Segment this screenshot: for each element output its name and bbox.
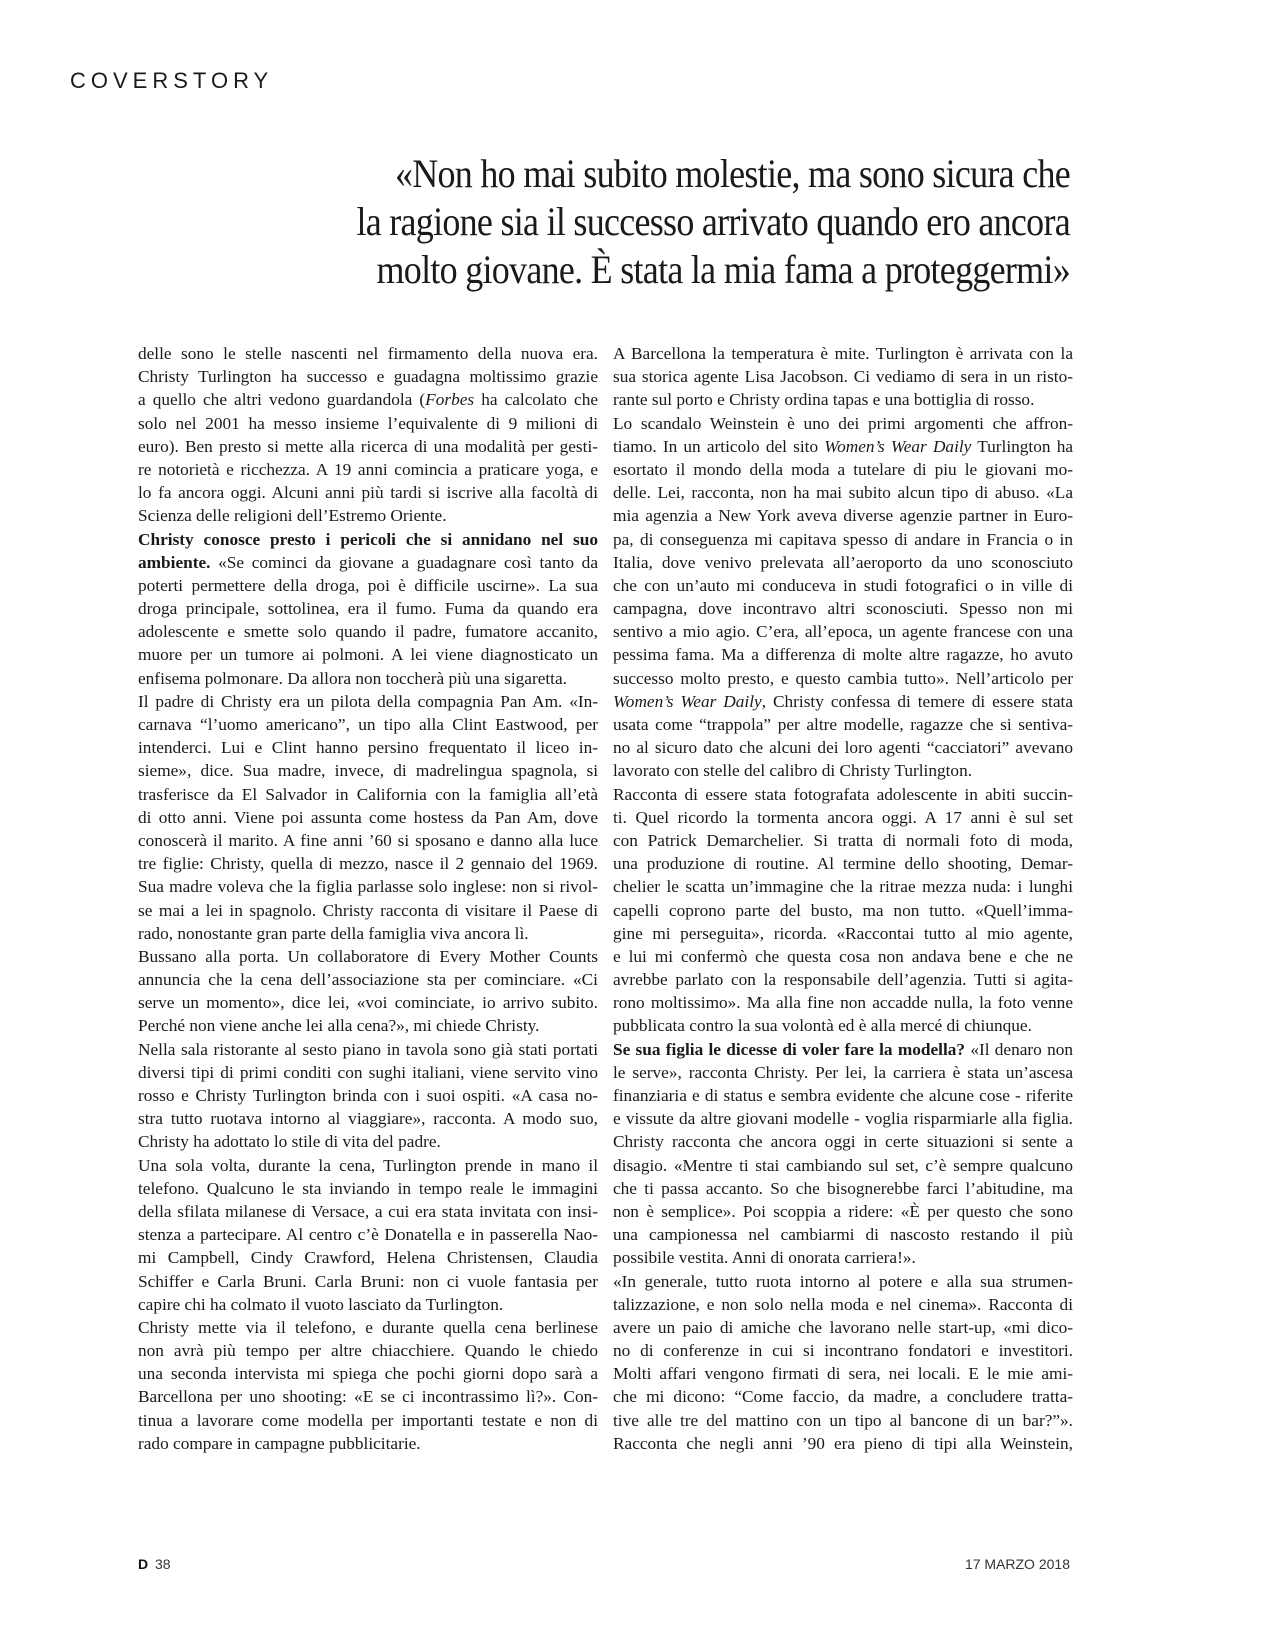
text-line: una produzione di routine. Al termine dello shooting, Demar- bbox=[613, 854, 1073, 874]
text-line: e vissute da altre giovani modelle - voglia risparmiarle alla figlia. bbox=[613, 1109, 1073, 1129]
text-line: lavorato con stelle del calibro di Christy Turlington. bbox=[613, 761, 973, 781]
text-line: campagna, dove incontravo altri sconosciuti. Spesso non mi bbox=[613, 599, 1073, 619]
text-line: telefono. Qualcuno le sta inviando in tempo reale le immagini bbox=[138, 1178, 598, 1198]
text-line: sentivo a mio agio. C’era, all’epoca, un agente francese con una bbox=[613, 622, 1073, 642]
text-line: Christy conosce presto i pericoli che si annidano nel suo bbox=[138, 529, 598, 549]
text-line: Scienza delle religioni dell’Estremo Oriente. bbox=[138, 506, 447, 526]
text-line: Se sua figlia le dicesse di voler fare la modella? «Il denaro non bbox=[613, 1039, 1073, 1059]
text-line: mia agenzia a New York aveva diverse agenzie partner in Euro- bbox=[613, 506, 1073, 526]
text-line: capire chi ha colmato il vuoto lasciato da Turlington. bbox=[138, 1294, 504, 1314]
text-line: chelier le scatta un’immagine che la ritrae mezza nuda: i lunghi bbox=[613, 877, 1073, 897]
text-line: no di conferenze in cui si incontrano fondatori e investitori. bbox=[613, 1341, 1073, 1361]
text-line: Women’s Wear Daily, Christy confessa di temere di essere stata bbox=[613, 691, 1073, 711]
text-line: Lo scandalo Weinstein è uno dei primi argomenti che affron- bbox=[613, 413, 1073, 433]
text-line: droga principale, sottolinea, era il fumo. Fuma da quando era bbox=[138, 599, 598, 619]
text-line: che mi dicono: “Come faccio, da madre, a concludere tratta- bbox=[613, 1387, 1073, 1407]
text-line: le serve», racconta Christy. Per lei, la carriera è stata un’ascesa bbox=[613, 1062, 1073, 1082]
text-line: delle. Lei, racconta, non ha mai subito alcun tipo di abuso. «La bbox=[613, 483, 1073, 503]
text-line: rante sul porto e Christy ordina tapas e una bottiglia di rosso. bbox=[613, 390, 1035, 410]
article-column-left bbox=[138, 342, 598, 1455]
text-line: re notorietà e ricchezza. A 19 anni comincia a praticare yoga, e bbox=[138, 459, 598, 479]
text-line: con Patrick Demarchelier. Si tratta di normali foto di moda, bbox=[613, 830, 1073, 850]
text-line: pubblicata contro la sua volontà ed è alla mercé di chiunque. bbox=[613, 1016, 1032, 1036]
text-line: esortato il mondo della moda a tutelare di piu le giovani mo- bbox=[613, 459, 1073, 479]
text-line: e lui mi confermò che questa cosa non andava bene e che ne bbox=[613, 946, 1073, 966]
text-line: avrebbe parlato con la responsabile dell’agenzia. Tutti si agita- bbox=[613, 970, 1073, 990]
issue-date: 17 MARZO 2018 bbox=[964, 1556, 1070, 1572]
pull-quote-line: la ragione sia il successo arrivato quando ero ancora bbox=[356, 199, 1070, 244]
text-line: poterti permettere della droga, poi è difficile uscirne». La sua bbox=[138, 575, 598, 595]
text-line: finanziaria e di status e sembra evidente che alcune cose - riferite bbox=[613, 1086, 1073, 1105]
text-line: Racconta che negli anni ’90 era pieno di tipi alla Weinstein, bbox=[613, 1433, 1073, 1453]
text-line: stenza a partecipare. Al centro c’è Donatella e in passerella Nao- bbox=[138, 1225, 598, 1245]
page-number: 38 bbox=[155, 1556, 171, 1572]
text-line: muore per un tumore ai polmoni. A lei viene diagnosticato un bbox=[138, 645, 598, 665]
section-label: COVERSTORY bbox=[70, 68, 274, 93]
text-line: Christy mette via il telefono, e durante quella cena berlinese bbox=[138, 1317, 598, 1337]
text-line: mi Campbell, Cindy Crawford, Helena Christensen, Claudia bbox=[138, 1248, 598, 1268]
text-line: ambiente. «Se cominci da giovane a guadagnare così tanto da bbox=[138, 552, 598, 572]
text-line: delle sono le stelle nascenti nel firmamento della nuova era. bbox=[138, 344, 598, 363]
text-line: Italia, dove venivo prelevata all’aeroporto da uno sconosciuto bbox=[613, 552, 1073, 572]
text-line: solo nel 2001 ha messo insieme l’equivalente di 9 milioni di bbox=[138, 413, 598, 433]
text-line: Il padre di Christy era un pilota della compagnia Pan Am. «In- bbox=[138, 691, 598, 711]
text-line: avere un paio di amiche che lavorano nelle start-up, «mi dico- bbox=[613, 1317, 1073, 1337]
text-line: sua storica agente Lisa Jacobson. Ci vediamo di sera in un risto- bbox=[613, 367, 1073, 387]
text-line: serve un momento», dice lei, «voi cominciate, io arrivo subito. bbox=[138, 993, 598, 1013]
text-line: Racconta di essere stata fotografata adolescente in abiti succin- bbox=[613, 784, 1073, 804]
text-line: successo molto presto, e questo cambia tutto». Nell’articolo per bbox=[613, 668, 1073, 688]
text-line: che ti passa accanto. So che bisognerebbe farci l’abitudine, ma bbox=[613, 1178, 1073, 1198]
page-footer-left bbox=[138, 1556, 171, 1572]
text-line: talizzazione, e non solo nella moda e nel cinema». Racconta di bbox=[613, 1294, 1073, 1314]
text-line: intenderci. Lui e Clint hanno persino frequentato il liceo in- bbox=[138, 738, 598, 758]
text-line: tiamo. In un articolo del sito Women’s Wear Daily Turlington ha bbox=[613, 436, 1073, 456]
text-line: ti. Quel ricordo la tormenta ancora oggi. A 17 anni è sul set bbox=[613, 807, 1073, 827]
text-line: annuncia che la cena dell’associazione sta per cominciare. «Ci bbox=[138, 970, 598, 990]
text-line: sieme», dice. Sua madre, invece, di madrelingua spagnola, si bbox=[138, 761, 598, 781]
text-line: A Barcellona la temperatura è mite. Turlington è arrivata con la bbox=[613, 344, 1073, 363]
pull-quote bbox=[287, 150, 1070, 294]
text-line: Barcellona per uno shooting: «E se ci incontrassimo lì?». Con- bbox=[138, 1387, 598, 1407]
text-line: non è semplice». Poi scoppia a ridere: «È per questo che sono bbox=[613, 1201, 1073, 1221]
text-line: una seconda intervista mi spiega che pochi giorni dopo sarà a bbox=[138, 1364, 598, 1384]
text-line: Una sola volta, durante la cena, Turlington prende in mano il bbox=[138, 1155, 598, 1175]
pull-quote-line: «Non ho mai subito molestie, ma sono sicura che bbox=[394, 151, 1070, 196]
text-line: rosso e Christy Turlington brinda con i suoi ospiti. «A casa no- bbox=[138, 1086, 598, 1105]
text-line: una campionessa nel cambiarmi di nascosto restando il più bbox=[613, 1225, 1073, 1245]
text-line: non avrà più tempo per altre chiacchiere. Quando le chiedo bbox=[138, 1341, 598, 1361]
text-line: disagio. «Mentre ti stai cambiando sul set, c’è sempre qualcuno bbox=[613, 1155, 1073, 1175]
text-line: che con un’auto mi conduceva in studi fotografici o in ville di bbox=[613, 575, 1073, 595]
text-line: no al sicuro dato che alcuni dei loro agenti “cacciatori” avevano bbox=[613, 738, 1073, 758]
text-line: lo fa ancora oggi. Alcuni anni più tardi si iscrive alla facoltà di bbox=[138, 483, 598, 503]
text-line: rado, nonostante gran parte della famiglia viva ancora lì. bbox=[138, 923, 529, 943]
text-line: della sfilata milanese di Versace, a cui era stata invitata con insi- bbox=[138, 1201, 598, 1221]
text-line: Christy racconta che ancora oggi in certe situazioni si sente a bbox=[613, 1132, 1073, 1152]
text-line: enfisema polmonare. Da allora non toccherà più una sigaretta. bbox=[138, 668, 567, 688]
text-line: a quello che altri vedono guardandola (Forbes ha calcolato che bbox=[138, 390, 598, 410]
pull-quote-line: molto giovane. È stata la mia fama a proteggermi» bbox=[376, 247, 1071, 292]
text-line: adolescente e smette solo quando il padre, fumatore accanito, bbox=[138, 622, 598, 642]
text-line: Christy Turlington ha successo e guadagna moltissimo grazie bbox=[138, 367, 598, 387]
text-line: diversi tipi di primi conditi con sughi italiani, viene servito vino bbox=[138, 1062, 598, 1082]
text-line: rono moltissimo». Ma alla fine non accadde nulla, la foto venne bbox=[613, 993, 1073, 1013]
text-line: conoscerà il marito. A fine anni ’60 si sposano e danno alla luce bbox=[138, 830, 598, 850]
text-line: stra tutto ruotava intorno al viaggiare», racconta. A modo suo, bbox=[138, 1109, 598, 1129]
text-line: pessima fama. Ma a differenza di molte altre ragazze, ho avuto bbox=[613, 645, 1073, 665]
text-line: Perché non viene anche lei alla cena?», mi chiede Christy. bbox=[138, 1016, 540, 1036]
text-line: Nella sala ristorante al sesto piano in tavola sono già stati portati bbox=[138, 1039, 598, 1059]
text-line: se mai a lei in spagnolo. Christy racconta di visitare il Paese di bbox=[138, 900, 598, 920]
text-line: carnava “l’uomo americano”, un tipo alla Clint Eastwood, per bbox=[138, 715, 598, 734]
text-line: Christy ha adottato lo stile di vita del padre. bbox=[138, 1132, 441, 1152]
magazine-logo: D bbox=[138, 1556, 149, 1572]
article-column-right bbox=[613, 342, 1073, 1455]
text-line: Sua madre voleva che la figlia parlasse solo inglese: non si rivol- bbox=[138, 877, 598, 897]
text-line: usata come “trappola” per altre modelle, ragazze che si sentiva- bbox=[613, 715, 1073, 734]
text-line: trasferisce da El Salvador in California con la famiglia all’età bbox=[138, 784, 598, 804]
text-line: Bussano alla porta. Un collaboratore di Every Mother Counts bbox=[138, 946, 598, 966]
text-line: euro). Ben presto si mette alla ricerca di una modalità per gesti- bbox=[138, 436, 598, 456]
text-line: tive alle tre del mattino con un tipo al bancone di un bar?”». bbox=[613, 1410, 1073, 1430]
text-line: gine mi perseguita», ricorda. «Raccontai tutto al mio agente, bbox=[613, 923, 1073, 943]
text-line: di otto anni. Viene poi assunta come hostess da Pan Am, dove bbox=[138, 807, 598, 827]
text-line: «In generale, tutto ruota intorno al potere e alla sua strumen- bbox=[613, 1271, 1073, 1291]
text-line: capelli coprono parte del busto, ma non tutto. «Quell’imma- bbox=[613, 900, 1073, 920]
text-line: possibile vestita. Anni di onorata carriera!». bbox=[613, 1248, 916, 1268]
text-line: pa, di conseguenza mi capitava spesso di andare in Francia o in bbox=[613, 529, 1073, 549]
text-line: Molti affari vengono firmati di sera, nei locali. E le mie ami- bbox=[613, 1364, 1073, 1384]
text-line: rado compare in campagne pubblicitarie. bbox=[138, 1433, 421, 1453]
text-line: Schiffer e Carla Bruni. Carla Bruni: non ci vuole fantasia per bbox=[138, 1271, 598, 1291]
text-line: tinua a lavorare come modella per importanti testate e non di bbox=[138, 1410, 598, 1430]
text-line: tre figlie: Christy, quella di mezzo, nasce il 2 gennaio del 1969. bbox=[138, 854, 598, 874]
